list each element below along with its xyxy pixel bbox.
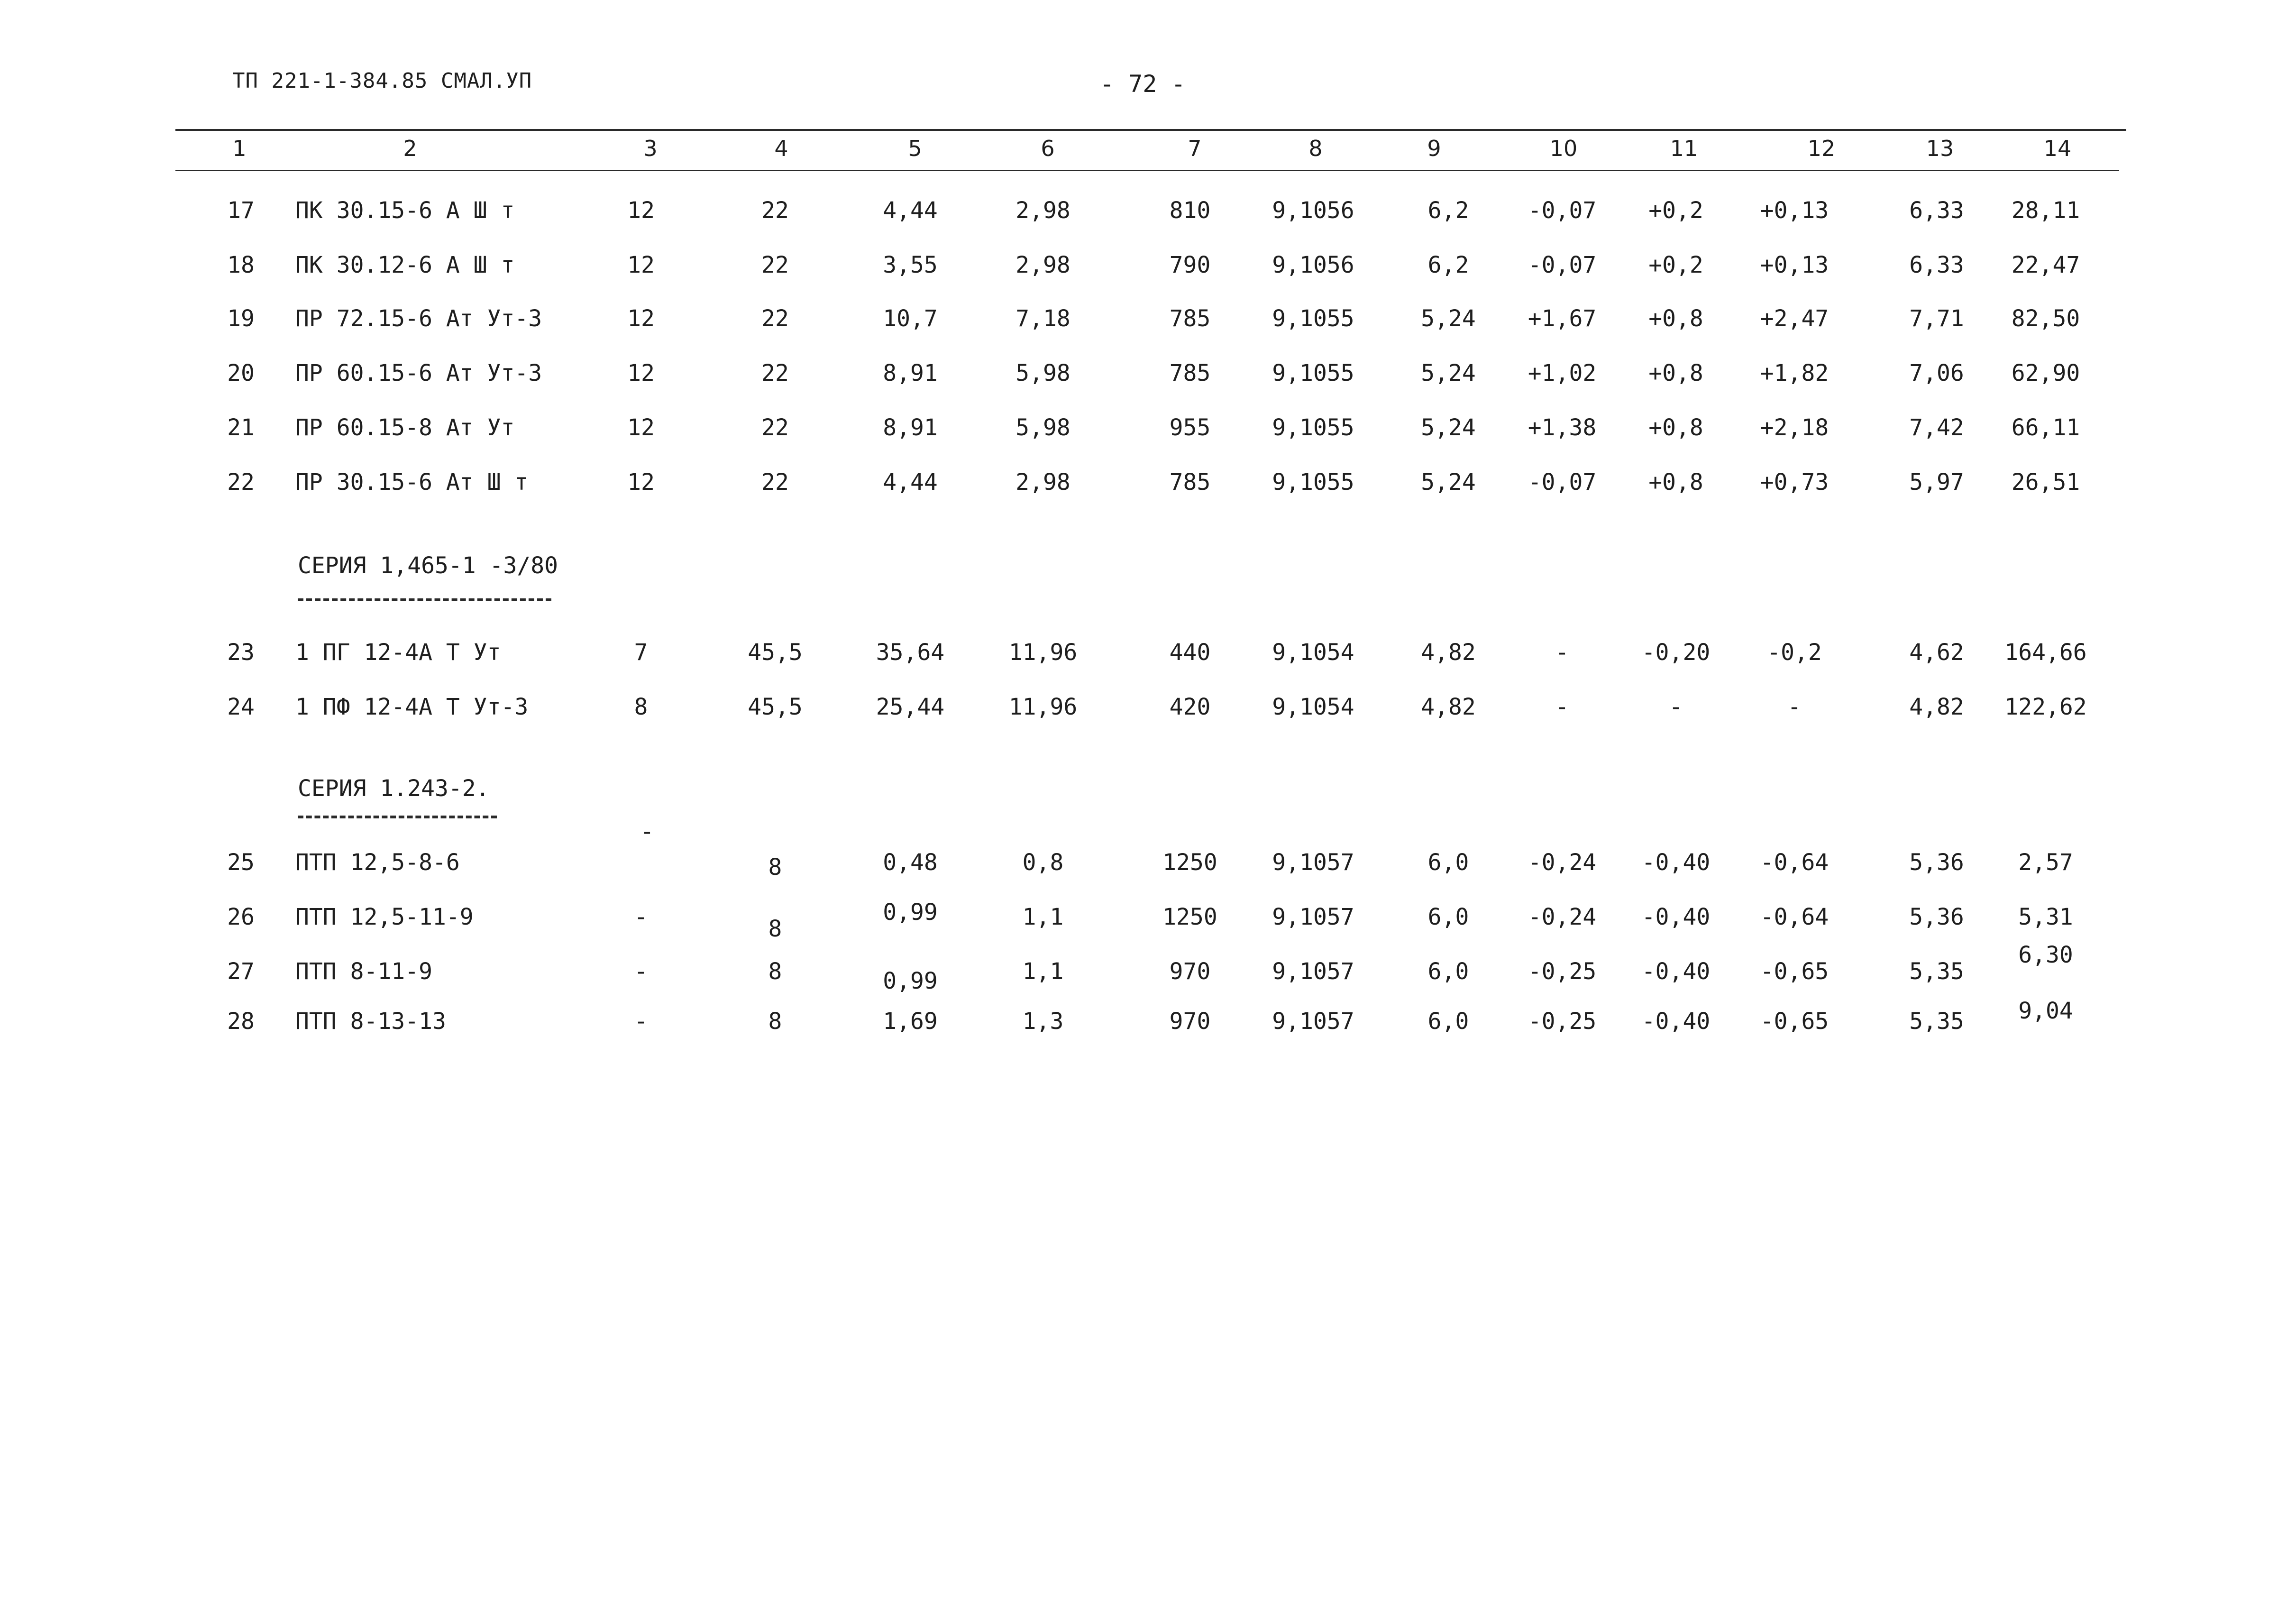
cell-col-11: +0,8: [1648, 305, 1703, 332]
page-number: - 72 -: [1100, 70, 1186, 98]
cell-col-8: 9,1055: [1272, 469, 1354, 495]
cell-col-7: 785: [1169, 469, 1211, 495]
cell-col-11: +0,8: [1648, 414, 1703, 441]
cell-col-13: 5,97: [1909, 469, 1964, 495]
cell-col-8: 9,1055: [1272, 305, 1354, 332]
column-number-8: 8: [1308, 136, 1323, 161]
cell-col-3: 12: [627, 414, 655, 441]
cell-col-10: -0,07: [1528, 252, 1597, 278]
cell-col-13: 6,33: [1909, 197, 1964, 224]
cell-col-9: 5,24: [1421, 305, 1476, 332]
cell-col-6: 1,3: [1022, 1008, 1064, 1035]
cell-col-5: 3,55: [883, 252, 938, 278]
series-title-2: СЕРИЯ 1.243-2.: [298, 775, 490, 802]
cell-col-14: 9,04: [2018, 998, 2073, 1024]
document-code: ТП 221-1-384.85 СМАЛ.УП: [232, 69, 532, 93]
cell-col-4: 22: [761, 360, 789, 386]
cell-col-5: 10,7: [883, 305, 938, 332]
cell-col-12: -: [1787, 694, 1802, 720]
cell-col-12: -0,64: [1760, 904, 1829, 930]
cell-col-8: 9,1056: [1272, 252, 1354, 278]
cell-col-3: -: [634, 1008, 648, 1035]
cell-col-9: 5,24: [1421, 469, 1476, 495]
cell-col-1: 21: [227, 414, 255, 441]
column-number-14: 14: [2043, 136, 2072, 161]
cell-col-3: 12: [627, 469, 655, 495]
cell-col-3: 12: [627, 305, 655, 332]
column-number-2: 2: [403, 136, 417, 161]
cell-col-7: 970: [1169, 958, 1211, 985]
cell-col-10: -0,25: [1528, 1008, 1597, 1035]
cell-col-6: 11,96: [1008, 694, 1078, 720]
cell-col-8: 9,1054: [1272, 694, 1354, 720]
cell-col-5: 0,99: [883, 968, 938, 994]
cell-col-1: 19: [227, 305, 255, 332]
cell-col-12: +0,73: [1760, 469, 1829, 495]
cell-col-2: ПР 30.15-6 Ат Ш т: [295, 469, 529, 495]
cell-col-4: 22: [761, 197, 789, 224]
cell-col-14: 5,31: [2018, 904, 2073, 930]
column-number-9: 9: [1427, 136, 1441, 161]
cell-col-7: 420: [1169, 694, 1211, 720]
cell-col-2: ПК 30.12-6 А Ш т: [295, 252, 515, 278]
cell-col-10: -0,24: [1528, 849, 1597, 876]
cell-col-6: 2,98: [1015, 197, 1070, 224]
cell-col-4: 45,5: [748, 694, 803, 720]
cell-col-11: -0,40: [1641, 849, 1711, 876]
cell-col-10: -: [1555, 694, 1569, 720]
cell-col-5: 0,99: [883, 899, 938, 926]
cell-col-6: 11,96: [1008, 639, 1078, 666]
cell-col-7: 955: [1169, 414, 1211, 441]
cell-col-12: -0,64: [1760, 849, 1829, 876]
cell-col-10: +1,67: [1528, 305, 1597, 332]
series-2-col3-mark: -: [640, 818, 654, 845]
cell-col-4: 22: [761, 305, 789, 332]
cell-col-9: 4,82: [1421, 694, 1476, 720]
cell-col-5: 35,64: [876, 639, 945, 666]
column-number-1: 1: [232, 136, 247, 161]
cell-col-7: 785: [1169, 305, 1211, 332]
cell-col-7: 810: [1169, 197, 1211, 224]
cell-col-8: 9,1055: [1272, 360, 1354, 386]
cell-col-4: 8: [768, 854, 782, 881]
cell-col-2: 1 ПФ 12-4А Т Ут-3: [295, 694, 529, 720]
column-number-11: 11: [1670, 136, 1698, 161]
cell-col-14: 82,50: [2011, 305, 2080, 332]
cell-col-9: 6,0: [1427, 849, 1469, 876]
cell-col-4: 8: [768, 1008, 782, 1035]
cell-col-1: 24: [227, 694, 255, 720]
cell-col-5: 8,91: [883, 414, 938, 441]
cell-col-13: 5,36: [1909, 849, 1964, 876]
cell-col-8: 9,1057: [1272, 904, 1354, 930]
table-top-rule: [175, 129, 2126, 131]
cell-col-1: 17: [227, 197, 255, 224]
series-underline-2: [298, 816, 497, 818]
cell-col-1: 18: [227, 252, 255, 278]
cell-col-11: +0,2: [1648, 252, 1703, 278]
cell-col-3: 7: [634, 639, 648, 666]
cell-col-13: 5,35: [1909, 1008, 1964, 1035]
cell-col-6: 5,98: [1015, 414, 1070, 441]
cell-col-6: 1,1: [1022, 904, 1064, 930]
column-number-12: 12: [1807, 136, 1836, 161]
cell-col-13: 5,35: [1909, 958, 1964, 985]
cell-col-9: 4,82: [1421, 639, 1476, 666]
cell-col-8: 9,1057: [1272, 958, 1354, 985]
cell-col-7: 790: [1169, 252, 1211, 278]
cell-col-1: 27: [227, 958, 255, 985]
cell-col-14: 66,11: [2011, 414, 2080, 441]
column-number-7: 7: [1188, 136, 1202, 161]
cell-col-12: +1,82: [1760, 360, 1829, 386]
cell-col-3: 8: [634, 694, 648, 720]
cell-col-2: ПР 72.15-6 Ат Ут-3: [295, 305, 542, 332]
cell-col-4: 45,5: [748, 639, 803, 666]
cell-col-11: +0,2: [1648, 197, 1703, 224]
column-number-3: 3: [643, 136, 658, 161]
cell-col-7: 785: [1169, 360, 1211, 386]
cell-col-14: 6,30: [2018, 942, 2073, 968]
cell-col-11: +0,8: [1648, 469, 1703, 495]
cell-col-14: 164,66: [2004, 639, 2087, 666]
cell-col-7: 970: [1169, 1008, 1211, 1035]
cell-col-10: -0,25: [1528, 958, 1597, 985]
cell-col-12: +0,13: [1760, 252, 1829, 278]
cell-col-4: 8: [768, 916, 782, 942]
cell-col-12: -0,65: [1760, 958, 1829, 985]
cell-col-3: -: [634, 904, 648, 930]
cell-col-5: 25,44: [876, 694, 945, 720]
cell-col-10: +1,38: [1528, 414, 1597, 441]
cell-col-1: 22: [227, 469, 255, 495]
cell-col-4: 22: [761, 252, 789, 278]
cell-col-1: 25: [227, 849, 255, 876]
cell-col-3: 12: [627, 360, 655, 386]
cell-col-11: -0,20: [1641, 639, 1711, 666]
cell-col-13: 5,36: [1909, 904, 1964, 930]
cell-col-11: -0,40: [1641, 904, 1711, 930]
cell-col-7: 1250: [1162, 904, 1217, 930]
column-number-6: 6: [1041, 136, 1055, 161]
column-number-4: 4: [774, 136, 788, 161]
cell-col-1: 23: [227, 639, 255, 666]
cell-col-12: -0,2: [1767, 639, 1822, 666]
cell-col-13: 7,06: [1909, 360, 1964, 386]
cell-col-12: +2,18: [1760, 414, 1829, 441]
cell-col-12: +0,13: [1760, 197, 1829, 224]
cell-col-9: 6,0: [1427, 904, 1469, 930]
cell-col-14: 122,62: [2004, 694, 2087, 720]
cell-col-2: ПК 30.15-6 А Ш т: [295, 197, 515, 224]
cell-col-1: 20: [227, 360, 255, 386]
series-underline-1: [298, 598, 551, 601]
cell-col-6: 1,1: [1022, 958, 1064, 985]
cell-col-9: 6,0: [1427, 1008, 1469, 1035]
cell-col-11: -: [1669, 694, 1683, 720]
cell-col-14: 62,90: [2011, 360, 2080, 386]
cell-col-11: +0,8: [1648, 360, 1703, 386]
cell-col-12: -0,65: [1760, 1008, 1829, 1035]
cell-col-11: -0,40: [1641, 958, 1711, 985]
cell-col-12: +2,47: [1760, 305, 1829, 332]
cell-col-1: 28: [227, 1008, 255, 1035]
cell-col-6: 0,8: [1022, 849, 1064, 876]
cell-col-14: 2,57: [2018, 849, 2073, 876]
cell-col-10: -0,07: [1528, 469, 1597, 495]
cell-col-8: 9,1054: [1272, 639, 1354, 666]
cell-col-8: 9,1057: [1272, 849, 1354, 876]
cell-col-2: ПТП 8-11-9: [295, 958, 432, 985]
cell-col-6: 7,18: [1015, 305, 1070, 332]
cell-col-6: 2,98: [1015, 252, 1070, 278]
column-number-13: 13: [1926, 136, 1954, 161]
cell-col-3: 12: [627, 197, 655, 224]
cell-col-5: 0,48: [883, 849, 938, 876]
cell-col-5: 1,69: [883, 1008, 938, 1035]
cell-col-5: 4,44: [883, 197, 938, 224]
cell-col-10: -0,07: [1528, 197, 1597, 224]
cell-col-9: 5,24: [1421, 360, 1476, 386]
cell-col-8: 9,1055: [1272, 414, 1354, 441]
cell-col-9: 6,2: [1427, 252, 1469, 278]
cell-col-2: ПТП 8-13-13: [295, 1008, 446, 1035]
column-number-10: 10: [1549, 136, 1578, 161]
cell-col-8: 9,1056: [1272, 197, 1354, 224]
cell-col-14: 22,47: [2011, 252, 2080, 278]
cell-col-13: 6,33: [1909, 252, 1964, 278]
cell-col-8: 9,1057: [1272, 1008, 1354, 1035]
cell-col-2: ПР 60.15-6 Ат Ут-3: [295, 360, 542, 386]
cell-col-7: 440: [1169, 639, 1211, 666]
cell-col-10: +1,02: [1528, 360, 1597, 386]
cell-col-4: 8: [768, 958, 782, 985]
cell-col-10: -0,24: [1528, 904, 1597, 930]
cell-col-1: 26: [227, 904, 255, 930]
table-header-rule: [175, 170, 2119, 171]
cell-col-13: 4,82: [1909, 694, 1964, 720]
cell-col-3: 12: [627, 252, 655, 278]
cell-col-2: ПТП 12,5-8-6: [295, 849, 460, 876]
cell-col-13: 7,42: [1909, 414, 1964, 441]
cell-col-2: 1 ПГ 12-4А Т Ут: [295, 639, 501, 666]
cell-col-9: 6,2: [1427, 197, 1469, 224]
cell-col-5: 8,91: [883, 360, 938, 386]
cell-col-5: 4,44: [883, 469, 938, 495]
cell-col-6: 2,98: [1015, 469, 1070, 495]
cell-col-3: -: [634, 958, 648, 985]
cell-col-7: 1250: [1162, 849, 1217, 876]
cell-col-2: ПТП 12,5-11-9: [295, 904, 474, 930]
cell-col-13: 7,71: [1909, 305, 1964, 332]
cell-col-9: 6,0: [1427, 958, 1469, 985]
cell-col-14: 28,11: [2011, 197, 2080, 224]
cell-col-14: 26,51: [2011, 469, 2080, 495]
cell-col-9: 5,24: [1421, 414, 1476, 441]
cell-col-10: -: [1555, 639, 1569, 666]
cell-col-11: -0,40: [1641, 1008, 1711, 1035]
cell-col-6: 5,98: [1015, 360, 1070, 386]
cell-col-4: 22: [761, 414, 789, 441]
cell-col-13: 4,62: [1909, 639, 1964, 666]
cell-col-2: ПР 60.15-8 Ат Ут: [295, 414, 515, 441]
series-title-1: СЕРИЯ 1,465-1 -3/80: [298, 552, 558, 579]
cell-col-4: 22: [761, 469, 789, 495]
column-number-5: 5: [908, 136, 922, 161]
